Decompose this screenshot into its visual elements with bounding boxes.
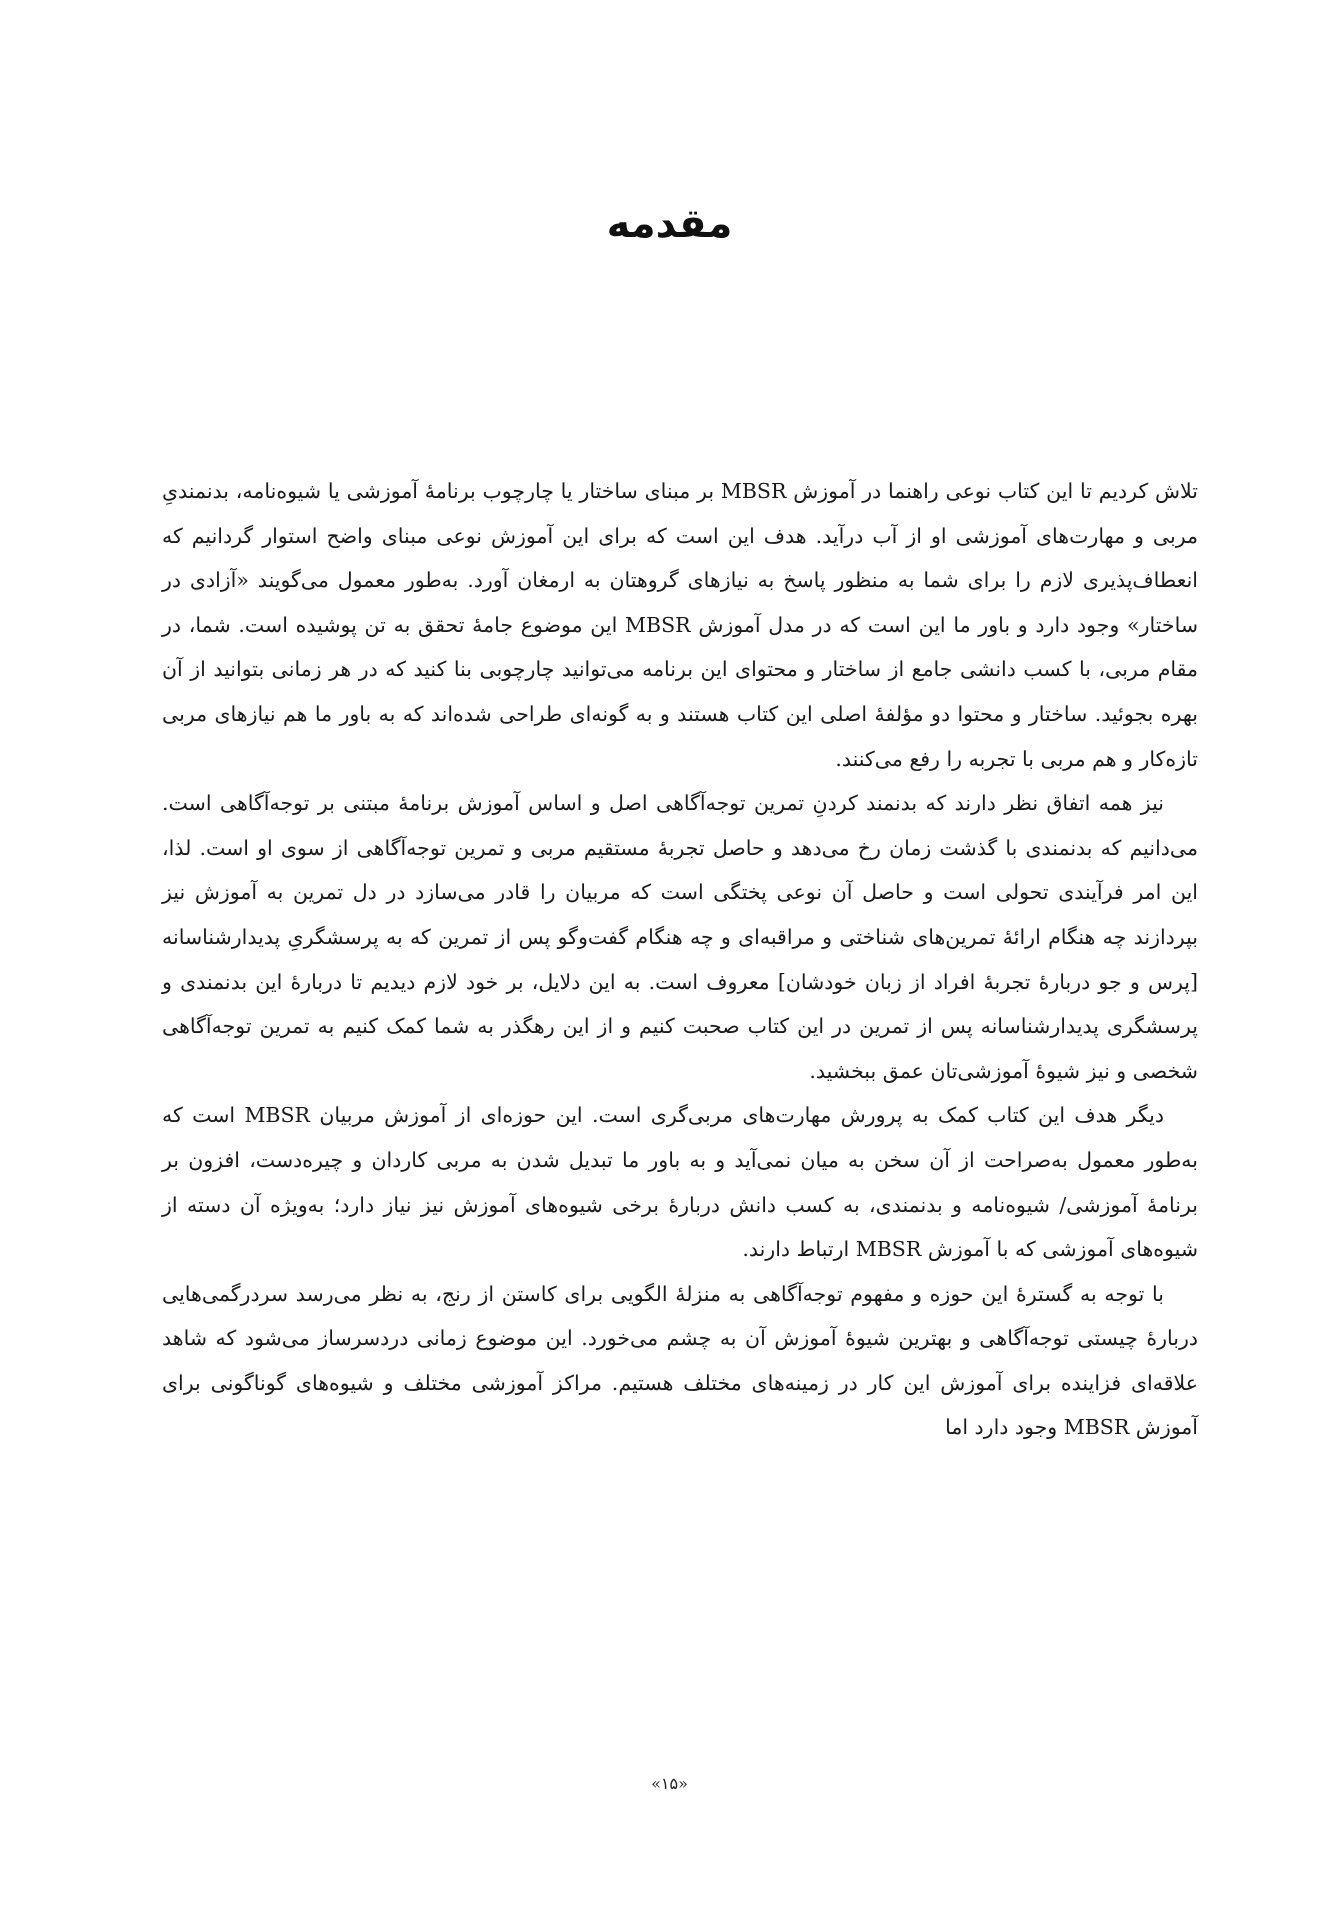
body-text <box>162 469 1198 1450</box>
paragraph-3: دیگر هدف این کتاب کمک به پرورش مهارت‌های مربی‌گری است. این حوزه‌ای از آموزش مربیان MBSR است که به‌طور معمول به‌صراحت از آن سخن به میان نمی‌آید و به باور ما تبدیل شدن به مربی کاردان و چیره‌دست، افزون بر برنامهٔ آموزشی/ شیوه‌نامه و بدنمندی، به کسب دانش دربارهٔ برخی شیوه‌های آموزش نیز نیاز دارد؛ به‌ویژه آن دسته از شیوه‌های آموزشی که با آموزش MBSR ارتباط دارند. <box>162 1103 1198 1262</box>
chapter-title: مقدمه <box>606 201 733 247</box>
paragraph-2: نیز همه اتفاق نظر دارند که بدنمند کردنِ تمرین توجه‌آگاهی اصل و اساس آموزش برنامهٔ مبتنی بر توجه‌آگاهی است. می‌دانیم که بدنمندی با گذشت زمان رخ می‌دهد و حاصل تجربهٔ مستقیم مربی و تمرین توجه‌آگاهی از سوی او است. لذا، این امر فرآیندی تحولی است و حاصل آن نوعی پختگی است که مربیان را قادر می‌سازد در دل تمرین به آموزش نیز بپردازند چه هنگام ارائهٔ تمرین‌های شناختی و مراقبه‌ای و چه هنگام گفت‌وگو پس از تمرین که به پرسشگریِ پدیدارشناسانه [پرس و جو دربارهٔ تجربهٔ افراد از زبان خودشان] معروف است. به این دلایل، بر خود لازم دیدیم تا دربارهٔ این بدنمندی و پرسشگری پدیدارشناسانه پس از تمرین در این کتاب صحبت کنیم و از این رهگذر به شما کمک کنیم به تمرین توجه‌آگاهی شخصی و نیز شیوهٔ آموزشی‌تان عمق ببخشید. <box>162 791 1198 1083</box>
paragraph-1: تلاش کردیم تا این کتاب نوعی راهنما در آموزش MBSR بر مبنای ساختار یا چارچوب برنامهٔ آموزشی یا شیوه‌نامه، بدنمندیِ مربی و مهارت‌های آموزشی او از آب درآید. هدف این است که برای این آموزش نوعی مبنای واضح استوار گردانیم که انعطاف‌پذیری لازم را برای شما به منظور پاسخ به نیازهای گروهتان به ارمغان آورد. به‌طور معمول می‌گویند «آزادی در ساختار» وجود دارد و باور ما این است که در مدل آموزش MBSR این موضوع جامهٔ تحقق به تن پوشیده است. شما، در مقام مربی، با کسب دانشی جامع از ساختار و محتوای این برنامه می‌توانید چارچوبی بنا کنید که در هر زمانی بتوانید از آن بهره بجوئید. ساختار و محتوا دو مؤلفهٔ اصلی این کتاب هستند و به گونه‌ای طراحی شده‌اند که به باور ما هم نیازهای مربی تازه‌کار و هم مربی با تجربه را رفع می‌کنند. <box>162 479 1198 771</box>
paragraph-4: با توجه به گسترهٔ این حوزه و مفهوم توجه‌آگاهی به منزلهٔ الگویی برای کاستن از رنج، به نظر می‌رسد سردرگمی‌هایی دربارهٔ چیستی توجه‌آگاهی و بهترین شیوهٔ آموزش آن به چشم می‌خورد. این موضوع زمانی دردسرساز می‌شود که شاهد علاقه‌ای فزاینده برای آموزش این کار در زمینه‌های مختلف هستیم. مراکز آموزشی مختلف و شیوه‌های گوناگونی برای آموزش MBSR وجود دارد اما <box>162 1281 1198 1440</box>
page-number: «۱۵» <box>651 1774 688 1793</box>
